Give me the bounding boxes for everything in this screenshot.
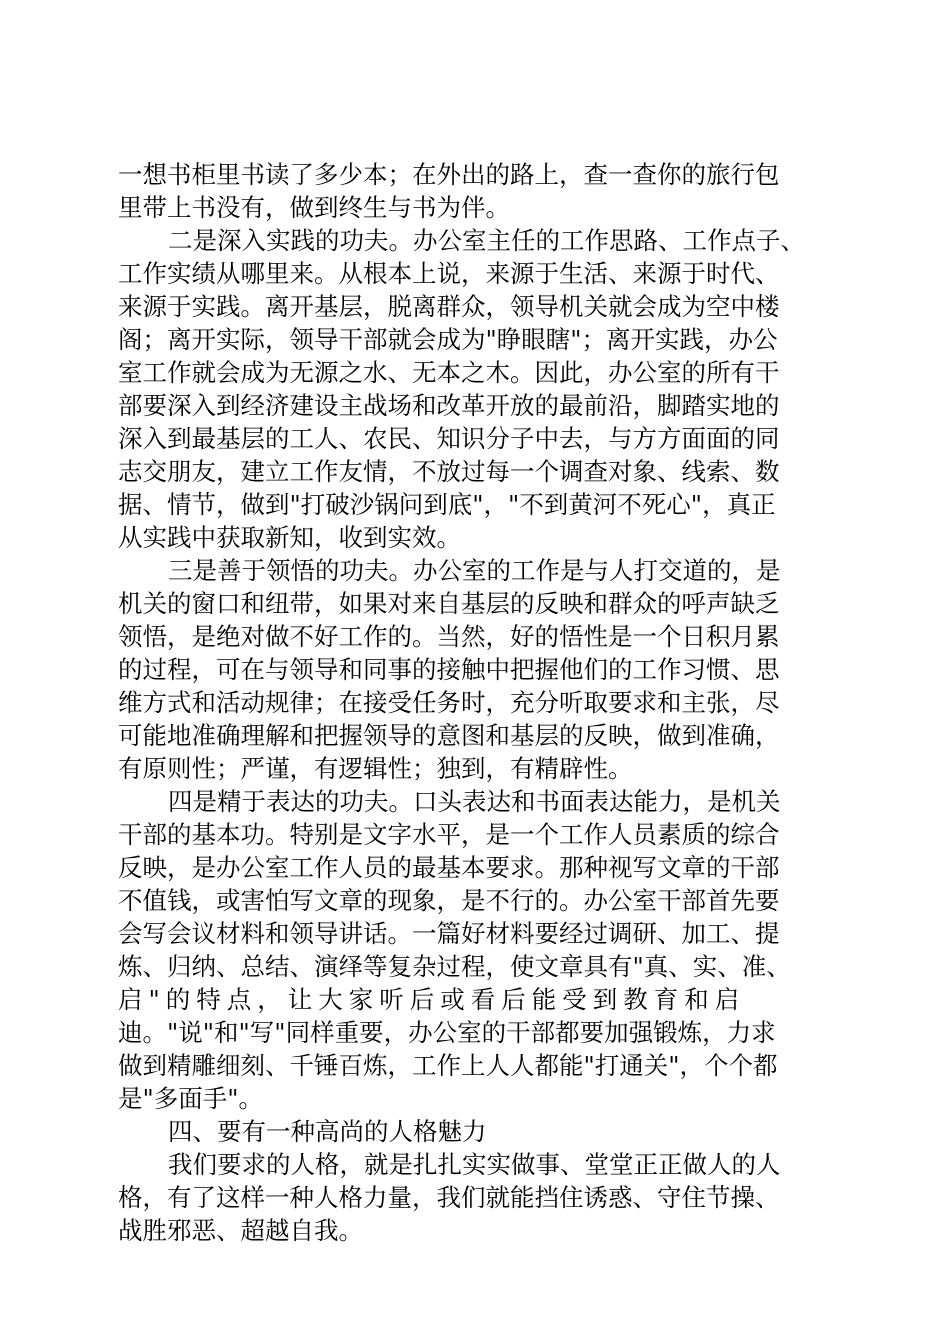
body-text (118, 158, 838, 1247)
paragraph-first-line: 我们要求的人格，就是扎扎实实做事、堂堂正正做人的人 (168, 1150, 781, 1179)
text-line: 的过程，可在与领导和同事的接触中把握他们的工作习惯、思 (118, 655, 780, 684)
text-line: 机关的窗口和纽带，如果对来自基层的反映和群众的呼声缺乏 (118, 589, 780, 618)
text-line: 里带上书没有，做到终生与书为伴。 (118, 193, 510, 222)
text-line: 会写会议材料和领导讲话。一篇好材料要经过调研、加工、提 (118, 919, 780, 948)
text-line: 有原则性；严谨，有逻辑性；独到，有精辟性。 (118, 754, 633, 783)
text-line: 做到精雕细刻、千锤百炼，工作上人人都能"打通关"，个个都 (118, 1051, 778, 1080)
text-line: 阁；离开实际，领导干部就会成为"睁眼瞎"；离开实践，办公 (118, 325, 778, 354)
text-line: 战胜邪恶、超越自我。 (118, 1216, 363, 1245)
text-line: 来源于实践。离开基层，脱离群众，领导机关就会成为空中楼 (118, 292, 780, 321)
text-line: 反映，是办公室工作人员的最基本要求。那种视写文章的干部 (118, 853, 780, 882)
text-line: 维方式和活动规律；在接受任务时，充分听取要求和主张，尽 (118, 688, 780, 717)
text-line: 一想书柜里书读了多少本；在外出的路上，查一查你的旅行包 (118, 160, 780, 189)
text-line: 志交朋友，建立工作友情，不放过每一个调查对象、线索、数 (118, 457, 780, 486)
text-line: 深入到最基层的工人、农民、知识分子中去，与方方面面的同 (118, 424, 780, 453)
text-line: 室工作就会成为无源之水、无本之木。因此，办公室的所有干 (118, 358, 780, 387)
text-line: 启"的特点，让大家听后或看后能受到教育和启 (118, 985, 746, 1014)
text-line: 领悟，是绝对做不好工作的。当然，好的悟性是一个日积月累 (118, 622, 780, 651)
paragraph-first-line: 三是善于领悟的功夫。办公室的工作是与人打交道的，是 (168, 556, 781, 585)
text-line: 炼、归纳、总结、演绎等复杂过程，使文章具有"真、实、准、 (118, 952, 791, 981)
text-line: 可能地准确理解和把握领导的意图和基层的反映，做到准确， (118, 721, 780, 750)
text-line: 工作实绩从哪里来。从根本上说，来源于生活、来源于时代、 (118, 259, 780, 288)
text-line: 据、情节，做到"打破沙锅问到底"，"不到黄河不死心"，真正 (118, 490, 776, 519)
text-line: 不值钱，或害怕写文章的现象，是不行的。办公室干部首先要 (118, 886, 780, 915)
paragraph-first-line: 二是深入实践的功夫。办公室主任的工作思路、工作点子、 (168, 226, 805, 255)
text-line: 格，有了这样一种人格力量，我们就能挡住诱惑、守住节操、 (118, 1183, 780, 1212)
paragraph-first-line: 四是精于表达的功夫。口头表达和书面表达能力，是机关 (168, 787, 781, 816)
text-line: 迪。"说"和"写"同样重要，办公室的干部都要加强锻炼，力求 (118, 1018, 776, 1047)
text-line: 是"多面手"。 (118, 1084, 264, 1113)
text-line: 从实践中获取新知，收到实效。 (118, 523, 461, 552)
text-line: 干部的基本功。特别是文字水平，是一个工作人员素质的综合 (118, 820, 780, 849)
paragraph-first-line: 四、要有一种高尚的人格魅力 (168, 1117, 487, 1146)
text-line: 部要深入到经济建设主战场和改革开放的最前沿，脚踏实地的 (118, 391, 780, 420)
